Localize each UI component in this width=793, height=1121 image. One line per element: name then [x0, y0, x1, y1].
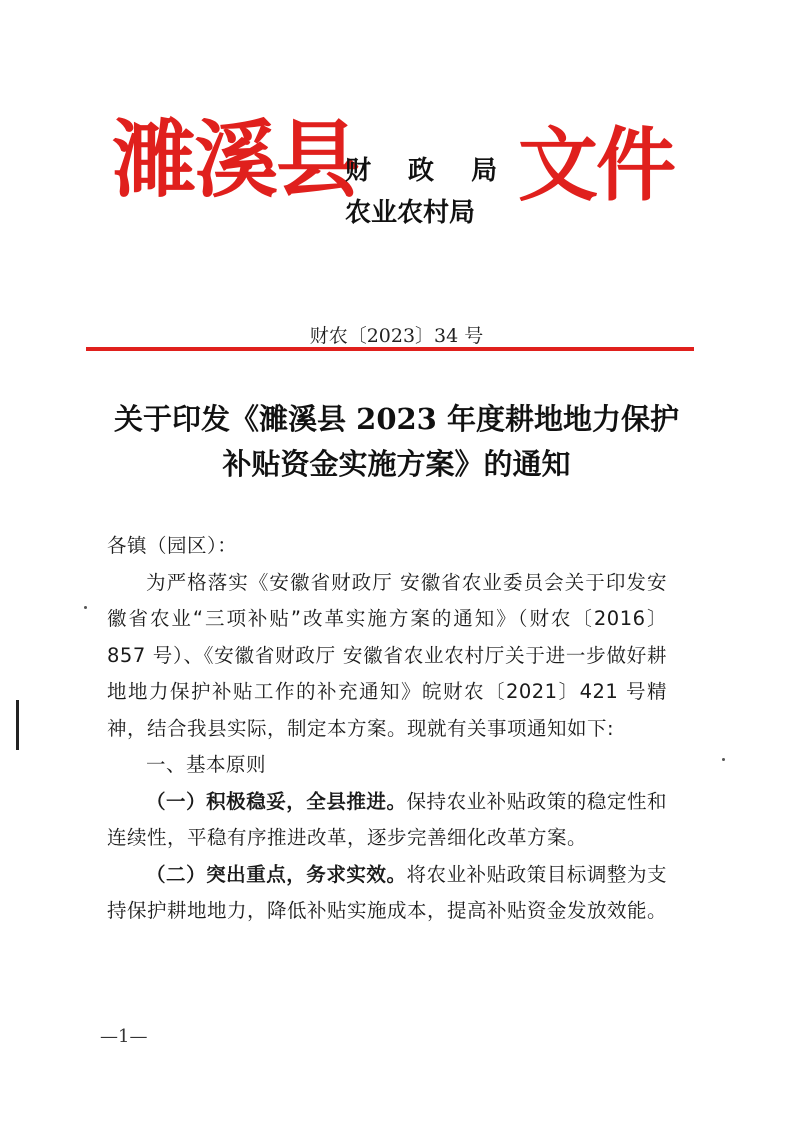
red-divider-line — [86, 347, 694, 351]
scan-speck — [722, 758, 725, 761]
principle-2-text: 将农业补贴政策目标调整为支持保护耕地地力，降低补贴实施成本，提高补贴资金发放效能。 — [107, 862, 668, 922]
header-department-finance: 财 政 局 — [345, 156, 512, 186]
principle-1-lead: （一）积极稳妥，全县推进。 — [146, 789, 407, 813]
principle-1-text: 保持农业补贴政策的稳定性和连续性，平稳有序推进改革，逐步完善细化改革方案。 — [107, 789, 667, 849]
document-body — [107, 528, 667, 930]
scan-speck — [84, 606, 87, 609]
scan-mark — [16, 700, 19, 750]
document-title-line-2: 补贴资金实施方案》的通知 — [222, 447, 571, 481]
document-number: 财农〔2023〕34 号 — [309, 325, 484, 347]
principle-paragraph-2 — [107, 857, 667, 930]
section-heading: 一、基本原则 — [146, 753, 267, 776]
document-title-line-1: 关于印发《濉溪县 2023 年度耕地地力保护 — [114, 402, 679, 436]
header-department-agriculture: 农业农村局 — [345, 198, 476, 228]
salutation: 各镇（园区）： — [107, 534, 238, 557]
header-document-word: 文件 — [518, 118, 674, 212]
header-county-name: 濉溪县 — [112, 110, 359, 209]
principle-paragraph-1 — [107, 784, 667, 857]
header-departments — [345, 150, 512, 234]
principle-2-lead: （二）突出重点，务求实效。 — [146, 862, 407, 886]
page-number: —1— — [100, 1026, 148, 1047]
intro-paragraph: 为严格落实《安徽省财政厅 安徽省农业委员会关于印发安徽省农业“三项补贴”改革实施方案的通知》（财农〔2016〕857 号）、《安徽省财政厅 安徽省农业农村厅关于进一步做好耕地地力保护补贴工作的补充通知》皖财农〔2021〕421 号精神，结合我县实际，制定本方案。现就有关事项通知如下: — [107, 570, 667, 740]
